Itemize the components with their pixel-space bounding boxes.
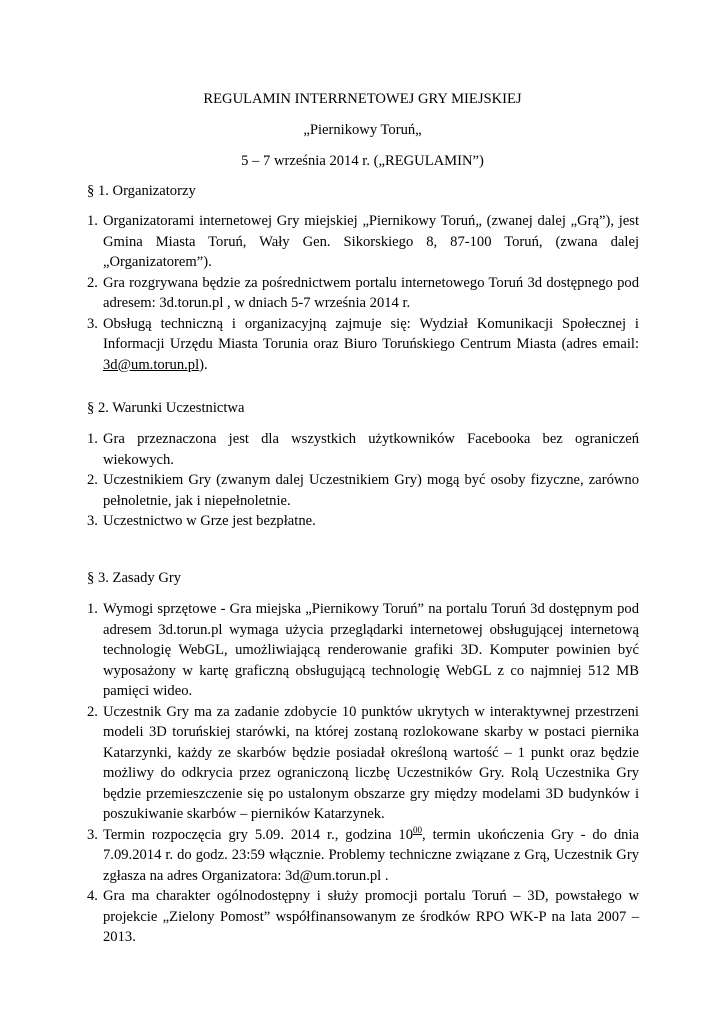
item-number: 3. (87, 315, 98, 332)
list-item (87, 273, 639, 314)
item-number: 2. (87, 703, 98, 720)
item-text-end: , termin ukończenia Gry - do dnia 7.09.2014 r. do godz. 23:59 włącznie. Problemy techniczne związane z Grą, Uczestnik Gry zgłasza na adres Organizatora: 3d@um.torun.pl . (103, 826, 639, 884)
item-number: 3. (87, 513, 98, 529)
item-number: 1. (87, 431, 98, 447)
item-number: 1. (87, 213, 98, 229)
list-item (87, 511, 639, 532)
section-heading-conditions: § 2. Warunki Uczestnictwa (87, 400, 245, 416)
game-name: „Piernikowy Toruń„ (303, 122, 422, 138)
item-number: 1. (87, 601, 98, 617)
item-text: Termin rozpoczęcia gry 5.09. 2014 r., godzina 10 (103, 826, 414, 843)
item-number: 2. (87, 472, 98, 488)
item-text: Gra przeznaczona jest dla wszystkich użytkowników Facebooka bez ograniczeń wiekowych. (103, 431, 639, 468)
list-item (87, 470, 639, 511)
item-text: Uczestnik Gry ma za zadanie zdobycie 10 punktów ukrytych w interaktywnej przestrzeni modeli 3D toruńskiej starówki, na której zostaną rozlokowane skarby w postaci piernika Katarzynki, każdy ze skarbów będzie posiadał określoną wartość – 1 punkt oraz będzie możliwy do odkrycia przez ograniczoną liczbę Uczestników Gry. Rolą Uczestnika Gry będzie przemieszczenie się po ustalonym obszarze gry między modelami 3D budynków i poszukiwanie skarbów – pierników Katarzynek. (103, 703, 639, 822)
item-text: Uczestnikiem Gry (zwanym dalej Uczestnikiem Gry) mogą być osoby fizyczne, zarówno pełnoletnie, jak i niepełnoletnie. (103, 472, 639, 509)
item-number: 2. (87, 274, 98, 291)
item-text-end: ). (199, 356, 208, 373)
item-number: 4. (87, 888, 98, 904)
document-title: REGULAMIN INTERRNETOWEJ GRY MIEJSKIEJ (203, 91, 522, 107)
item-number: 3. (87, 826, 98, 843)
item-text: Gra ma charakter ogólnodostępny i służy promocji portalu Toruń – 3D, powstałego w projekcie „Zielony Pomost” współfinansowanym ze środków RPO WK-P na lata 2007 – 2013. (103, 888, 639, 945)
item-text: Obsługą techniczną i organizacyjną zajmuje się: Wydział Komunikacji Społecznej i Informacji Urzędu Miasta Torunia oraz Biuro Toruńskiego Centrum Miasta (adres email: (103, 315, 639, 352)
section-1-list (87, 211, 639, 375)
section-3-list (87, 599, 639, 948)
list-item (87, 886, 639, 948)
item-text: Wymogi sprzętowe - Gra miejska „Piernikowy Toruń” na portalu Toruń 3d dostępnym pod adresem 3d.torun.pl wymaga użycia przeglądarki internetowej obsługującej internetową technologię WebGL, umożliwiającą renderowanie grafiki 3D. Komputer powinien być wyposażony w kartę graficzną obsługującą technologię WebGL z co najmniej 512 MB pamięci wideo. (103, 601, 639, 699)
item-text: Organizatorami internetowej Gry miejskiej „Piernikowy Toruń„ (zwanej dalej „Grą”), jest Gmina Miasta Toruń, Wały Gen. Sikorskiego 8, 87-100 Toruń, (zwana dalej „Organizatorem”). (103, 213, 639, 270)
email-link[interactable]: 3d@um.torun.pl (103, 356, 200, 373)
hour-superscript: 00 (413, 824, 423, 835)
list-item (87, 211, 639, 273)
item-text: Uczestnictwo w Grze jest bezpłatne. (103, 513, 316, 529)
list-item (87, 702, 639, 825)
list-item (87, 314, 639, 376)
item-text: Gra rozgrywana będzie za pośrednictwem portalu internetowego Toruń 3d dostępnego pod adresem: 3d.torun.pl , w dniach 5-7 września 2014 r. (103, 274, 639, 311)
list-item (87, 825, 639, 887)
list-item (87, 429, 639, 470)
game-dates: 5 – 7 września 2014 r. („REGULAMIN”) (241, 153, 484, 169)
section-heading-organizers: § 1. Organizatorzy (87, 183, 196, 199)
section-2-list (87, 429, 639, 532)
section-heading-rules: § 3. Zasady Gry (87, 570, 182, 586)
list-item (87, 599, 639, 702)
